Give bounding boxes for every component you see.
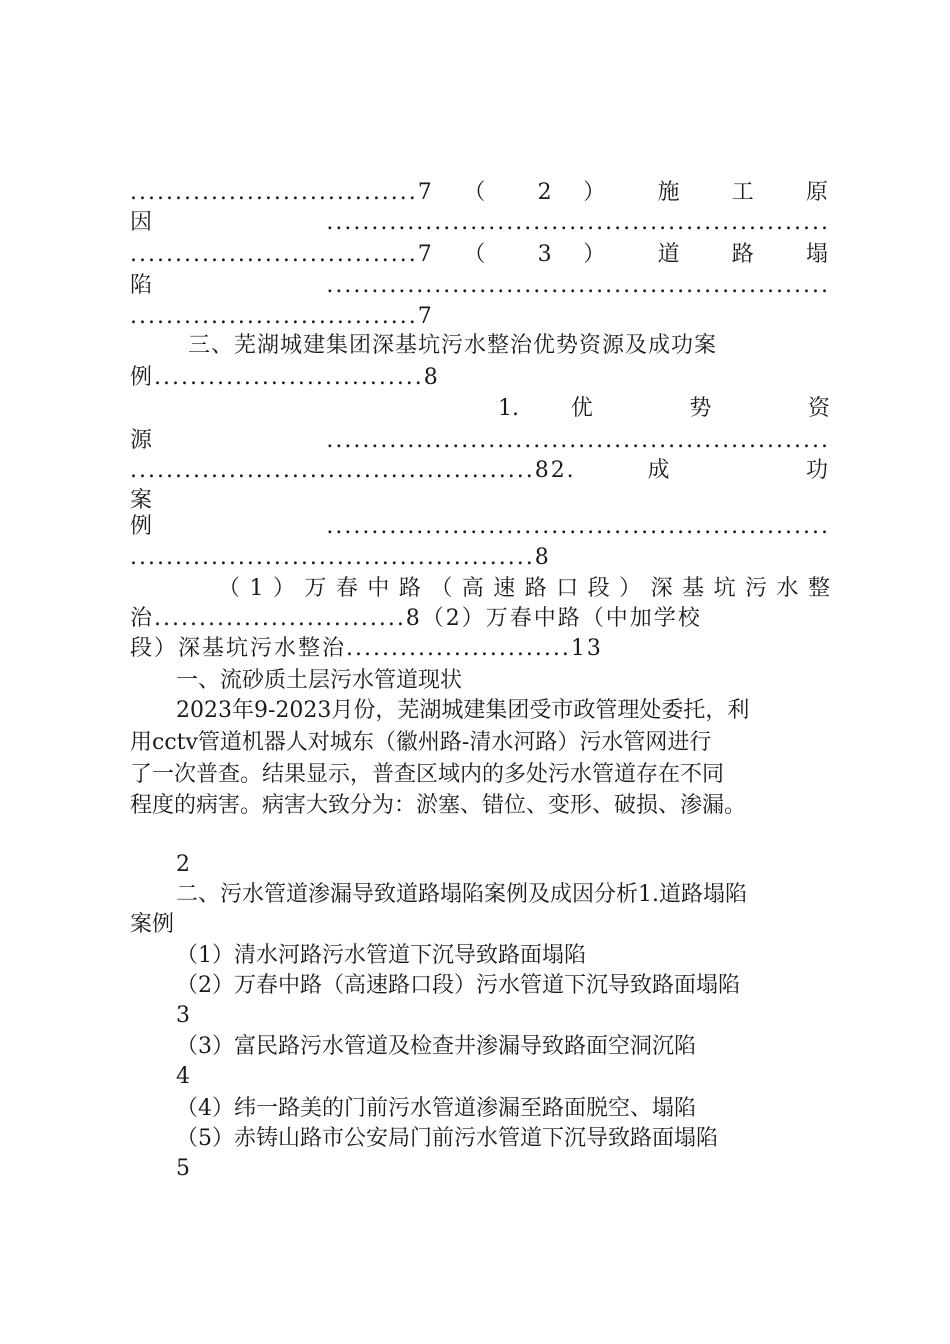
paragraph-line: 了一次普查。结果显示，普查区域内的多处污水管道存在不同 (130, 762, 725, 787)
toc-line: 段）深基坑污水整治.........................13 (130, 636, 603, 661)
section-heading: 一、流砂质土层污水管道现状 (176, 668, 463, 693)
page-number: 5 (176, 1156, 190, 1181)
toc-line: ................................7 （ 2 ） 施 工 原 (130, 180, 830, 205)
page-number: 3 (176, 1003, 190, 1028)
toc-line: 因........................................................ (130, 210, 830, 235)
toc-line: 三、芜湖城建集团深基坑污水整治优势资源及成功案 (188, 333, 718, 358)
toc-line: 陷........................................................ (130, 273, 830, 298)
page-number: 2 (176, 852, 190, 877)
list-item: （3）富民路污水管道及检查井渗漏导致路面空洞沉陷 (176, 1034, 696, 1059)
toc-line: 例..............................8 (130, 365, 440, 390)
list-item: （4）纬一路美的门前污水管道渗漏至路面脱空、塌陷 (176, 1096, 696, 1121)
toc-line: ................................7 （ 3 ） 道 路 塌 (130, 242, 830, 267)
toc-line: 例........................................................ (130, 514, 830, 539)
list-item: （1）清水河路污水管道下沉导致路面塌陷 (176, 943, 586, 968)
list-item: （5）赤铸山路市公安局门前污水管道下沉导致路面塌陷 (176, 1126, 718, 1151)
section-heading: 案例 (130, 912, 175, 937)
toc-line: 治............................8（2）万春中路（中加学校 (130, 606, 702, 631)
toc-line: 1. 优 势 资 (498, 396, 830, 421)
toc-line: 案 (130, 488, 153, 513)
paragraph-line: 2023年9-2023月份，芜湖城建集团受市政管理处委托，利 (176, 698, 750, 723)
toc-line: ................................7 (130, 304, 434, 329)
list-item: （2）万春中路（高速路口段）污水管道下沉导致路面塌陷 (176, 973, 740, 998)
paragraph-line: 用cctv管道机器人对城东（徽州路-清水河路）污水管网进行 (130, 730, 712, 755)
paragraph-line: 程度的病害。病害大致分为：淤塞、错位、变形、破损、渗漏。 (130, 793, 747, 818)
toc-line: （1）万春中路（高速路口段）深基坑污水整 (218, 576, 830, 601)
page-number: 4 (176, 1064, 190, 1089)
toc-line: 源........................................................ (130, 428, 830, 453)
toc-line: .............................................8 (130, 545, 551, 570)
toc-line: .............................................82. 成 功 (130, 458, 830, 483)
section-heading: 二、污水管道渗漏导致道路塌陷案例及成因分析1.道路塌陷 (176, 882, 747, 907)
